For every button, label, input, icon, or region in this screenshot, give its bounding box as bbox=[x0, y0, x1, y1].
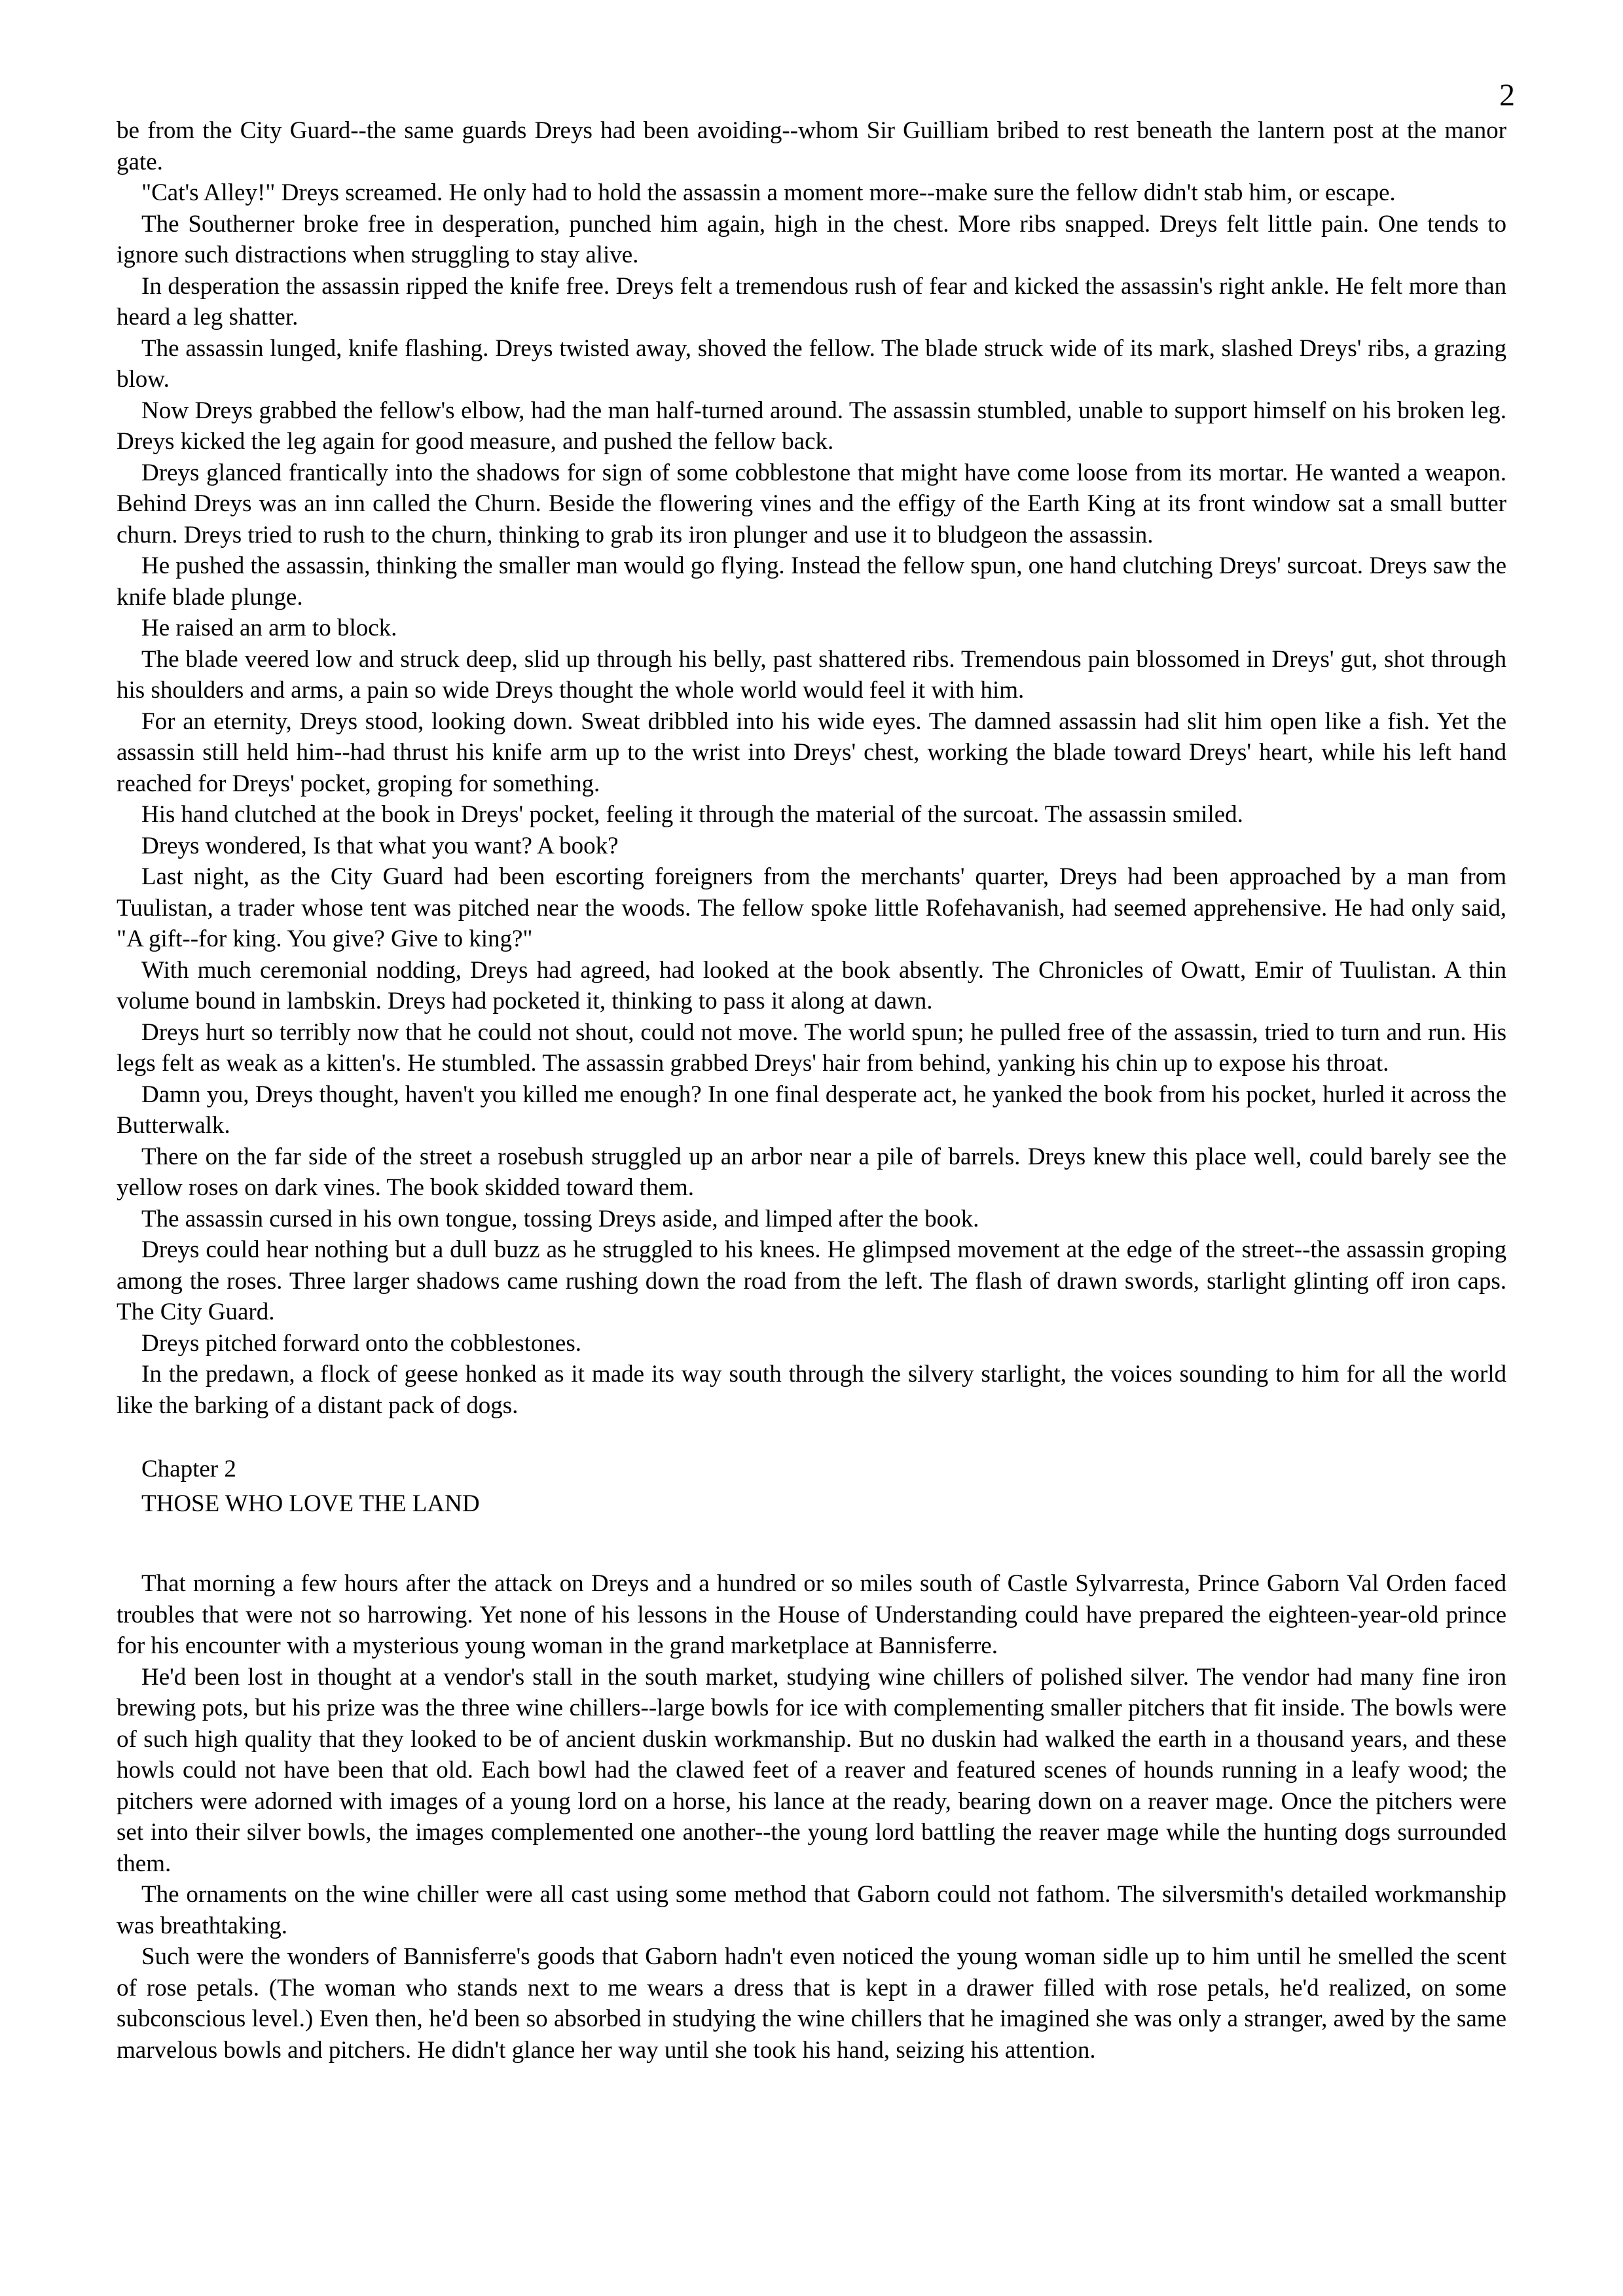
paragraph: That morning a few hours after the attack on Dreys and a hundred or so miles south of Castle Sylvarresta, Prince Gaborn Val Orden faced troubles that were not so harrowing. Yet none of his lessons in the House of Understanding could have prepared the eighteen-year-old prince for his encounter with a mysterious young woman in the grand marketplace at Bannisferre. bbox=[117, 1570, 1506, 1659]
paragraph: Dreys pitched forward onto the cobblestones. bbox=[141, 1329, 581, 1357]
paragraph: Damn you, Dreys thought, haven't you killed me enough? In one final desperate act, he yanked the book from his pocket, hurled it across the Butterwalk. bbox=[117, 1081, 1506, 1139]
paragraph: The assassin lunged, knife flashing. Dreys twisted away, shoved the fellow. The blade struck wide of its mark, slashed Dreys' ribs, a grazing blow. bbox=[117, 334, 1506, 393]
paragraph: Such were the wonders of Bannisferre's goods that Gaborn hadn't even noticed the young woman sidle up to him until he smelled the scent of rose petals. (The woman who stands next to me wears a dress that is kept in a drawer filled with rose petals, he'd realized, on some subconscious level.) Even then, he'd been so absorbed in studying the wine chillers that he imagined she was only a stranger, awed by the same marvelous bowls and pitchers. He didn't glance her way until she took his hand, seizing his attention. bbox=[117, 1943, 1506, 2064]
paragraph: The ornaments on the wine chiller were all cast using some method that Gaborn could not fathom. The silversmith's detailed workmanship was breathtaking. bbox=[117, 1881, 1506, 1939]
paragraph: Dreys glanced frantically into the shadows for sign of some cobblestone that might have come loose from its mortar. He wanted a weapon. Behind Dreys was an inn called the Churn. Beside the flowering vines and the effigy of the Earth King at its front window sat a small butter churn. Dreys tried to rush to the churn, thinking to grab its iron plunger and use it to bludgeon the assassin. bbox=[117, 459, 1506, 548]
paragraph: Dreys wondered, Is that what you want? A book? bbox=[141, 832, 619, 859]
paragraph: "Cat's Alley!" Dreys screamed. He only had to hold the assassin a moment more--make sure the fellow didn't stab him, or escape. bbox=[141, 179, 1396, 206]
paragraph: Last night, as the City Guard had been escorting foreigners from the merchants' quarter, Dreys had been approached by a man from Tuulistan, a trader whose tent was pitched near the woods. The fellow spoke little Rofehavanish, had seemed apprehensive. He had only said, "A gift--for king. You give? Give to king?" bbox=[117, 863, 1506, 952]
paragraph: In desperation the assassin ripped the knife free. Dreys felt a tremendous rush of fear and kicked the assassin's right ankle. He felt more than heard a leg shatter. bbox=[117, 272, 1506, 331]
paragraph: He raised an arm to block. bbox=[141, 615, 397, 641]
paragraph: His hand clutched at the book in Dreys' pocket, feeling it through the material of the surcoat. The assassin smiled. bbox=[141, 801, 1243, 828]
paragraph: The blade veered low and struck deep, slid up through his belly, past shattered ribs. Tremendous pain blossomed in Dreys' gut, shot through his shoulders and arms, a pain so wide Dreys thought the whole world would feel it with him. bbox=[117, 645, 1506, 704]
paragraph: There on the far side of the street a rosebush struggled up an arbor near a pile of barrels. Dreys knew this place well, could barely see the yellow roses on dark vines. The book skidded toward them. bbox=[117, 1143, 1506, 1201]
paragraph: For an eternity, Dreys stood, looking down. Sweat dribbled into his wide eyes. The damned assassin had slit him open like a fish. Yet the assassin still held him--had thrust his knife arm up to the wrist into Dreys' chest, working the blade toward Dreys' heart, while his left hand reached for Dreys' pocket, groping for something. bbox=[117, 708, 1506, 797]
paragraph: The Southerner broke free in desperation, punched him again, high in the chest. More ribs snapped. Dreys felt little pain. One tends to ignore such distractions when struggling to stay alive. bbox=[117, 210, 1506, 268]
paragraph: The assassin cursed in his own tongue, tossing Dreys aside, and limped after the book. bbox=[141, 1205, 979, 1232]
chapter-label: Chapter 2 bbox=[141, 1456, 236, 1482]
paragraph: He pushed the assassin, thinking the smaller man would go flying. Instead the fellow spun, one hand clutching Dreys' surcoat. Dreys saw the knife blade plunge. bbox=[117, 552, 1506, 611]
paragraph: be from the City Guard--the same guards Dreys had been avoiding--whom Sir Guilliam bribed to rest beneath the lantern post at the manor gate. bbox=[117, 117, 1506, 175]
chapter-spacer bbox=[117, 1521, 1506, 1568]
page-number: 2 bbox=[1499, 78, 1515, 113]
paragraph: With much ceremonial nodding, Dreys had agreed, had looked at the book absently. The Chronicles of Owatt, Emir of Tuulistan. A thin volume bound in lambskin. Dreys had pocketed it, thinking to pass it along at dawn. bbox=[117, 956, 1506, 1014]
paragraph: In the predawn, a flock of geese honked as it made its way south through the silvery starlight, the voices sounding to him for all the world like the barking of a distant pack of dogs. bbox=[117, 1361, 1506, 1419]
page-body bbox=[117, 115, 1506, 2066]
chapter-title: THOSE WHO LOVE THE LAND bbox=[141, 1490, 480, 1517]
paragraph: Now Dreys grabbed the fellow's elbow, had the man half-turned around. The assassin stumbled, unable to support himself on his broken leg. Dreys kicked the leg again for good measure, and pushed the fellow back. bbox=[117, 397, 1506, 455]
paragraph: He'd been lost in thought at a vendor's stall in the south market, studying wine chillers of polished silver. The vendor had many fine iron brewing pots, but his prize was the three wine chillers--large bowls for ice with complementing smaller pitchers that fit inside. The bowls were of such high quality that they looked to be of ancient duskin workmanship. But no duskin had walked the earth in a thousand years, and these howls could not have been that old. Each bowl had the clawed feet of a reaver and featured scenes of hounds running in a leafy wood; the pitchers were adorned with images of a young lord on a horse, his lance at the ready, bearing down on a reaver mage. Once the pitchers were set into their silver bowls, the images complemented one another--the young lord battling the reaver mage while the hunting dogs surrounded them. bbox=[117, 1663, 1506, 1877]
chapter-heading bbox=[117, 1452, 1506, 1521]
paragraph: Dreys could hear nothing but a dull buzz as he struggled to his knees. He glimpsed movement at the edge of the street--the assassin groping among the roses. Three larger shadows came rushing down the road from the left. The flash of drawn swords, starlight glinting off iron caps. The City Guard. bbox=[117, 1236, 1506, 1325]
paragraph: Dreys hurt so terribly now that he could not shout, could not move. The world spun; he pulled free of the assassin, tried to turn and run. His legs felt as weak as a kitten's. He stumbled. The assassin grabbed Dreys' hair from behind, yanking his chin up to expose his throat. bbox=[117, 1018, 1506, 1077]
